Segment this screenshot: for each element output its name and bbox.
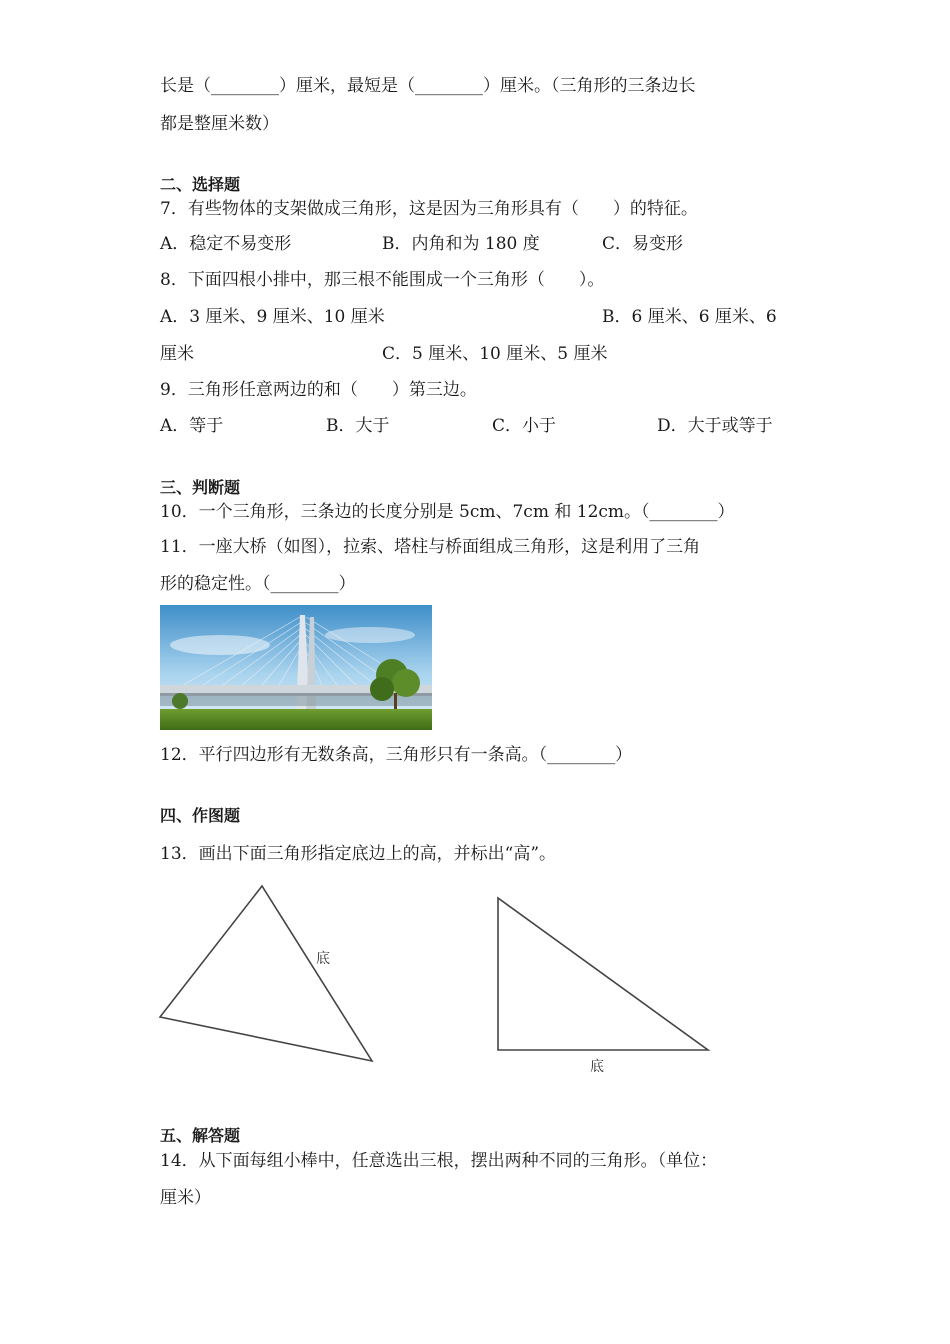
- triangle-figure-2: [493, 892, 715, 1082]
- q8-option-c: C．5 厘米、10 厘米、5 厘米: [382, 344, 608, 364]
- triangle-1-shape: [160, 886, 372, 1061]
- section-heading-choice: 二、选择题: [160, 175, 241, 194]
- q14-text-line-2: 厘米）: [160, 1188, 211, 1208]
- q8-option-b-continued: 厘米: [160, 344, 194, 364]
- q13-stem: 13．画出下面三角形指定底边上的高，并标出“高”。: [160, 844, 557, 864]
- q8-option-a: A．3 厘米、9 厘米、10 厘米: [160, 307, 385, 327]
- q9-option-c: C．小于: [492, 416, 557, 436]
- q6-text-line-1: 长是（________）厘米，最短是（________）厘米。（三角形的三条边长: [160, 76, 696, 96]
- q11-text-line-1: 11．一座大桥（如图），拉索、塔柱与桥面组成三角形，这是利用了三角: [160, 537, 701, 557]
- q7-stem: 7．有些物体的支架做成三角形，这是因为三角形具有（ ）的特征。: [160, 199, 698, 219]
- q8-stem: 8．下面四根小排中，那三根不能围成一个三角形（ ）。: [160, 270, 605, 290]
- q7-option-a: A．稳定不易变形: [160, 234, 292, 254]
- q9-stem: 9．三角形任意两边的和（ ）第三边。: [160, 380, 477, 400]
- q11-text-line-2: 形的稳定性。（________）: [160, 574, 356, 594]
- q7-option-b: B．内角和为 180 度: [382, 234, 540, 254]
- section-heading-answer: 五、解答题: [160, 1126, 241, 1145]
- q14-text-line-1: 14．从下面每组小棒中，任意选出三根，摆出两种不同的三角形。（单位：: [160, 1151, 718, 1171]
- q9-option-b: B．大于: [326, 416, 390, 436]
- triangle-1-base-label: 底: [316, 951, 330, 967]
- triangle-2-base-label: 底: [590, 1059, 604, 1075]
- q9-option-a: A．等于: [160, 416, 224, 436]
- section-heading-drawing: 四、作图题: [160, 806, 241, 825]
- q10-text: 10．一个三角形，三条边的长度分别是 5cm、7cm 和 12cm。（________）: [160, 502, 735, 522]
- q6-text-line-2: 都是整厘米数）: [160, 114, 279, 134]
- section-heading-judge: 三、判断题: [160, 478, 241, 497]
- triangle-figure-1: [155, 880, 380, 1070]
- q7-option-c: C．易变形: [602, 234, 684, 254]
- q9-option-d: D．大于或等于: [657, 416, 773, 436]
- bridge-photo: [160, 605, 432, 730]
- triangle-2-shape: [498, 898, 708, 1050]
- q12-text: 12．平行四边形有无数条高，三角形只有一条高。（________）: [160, 745, 633, 765]
- q8-option-b: B．6 厘米、6 厘米、6: [602, 307, 777, 327]
